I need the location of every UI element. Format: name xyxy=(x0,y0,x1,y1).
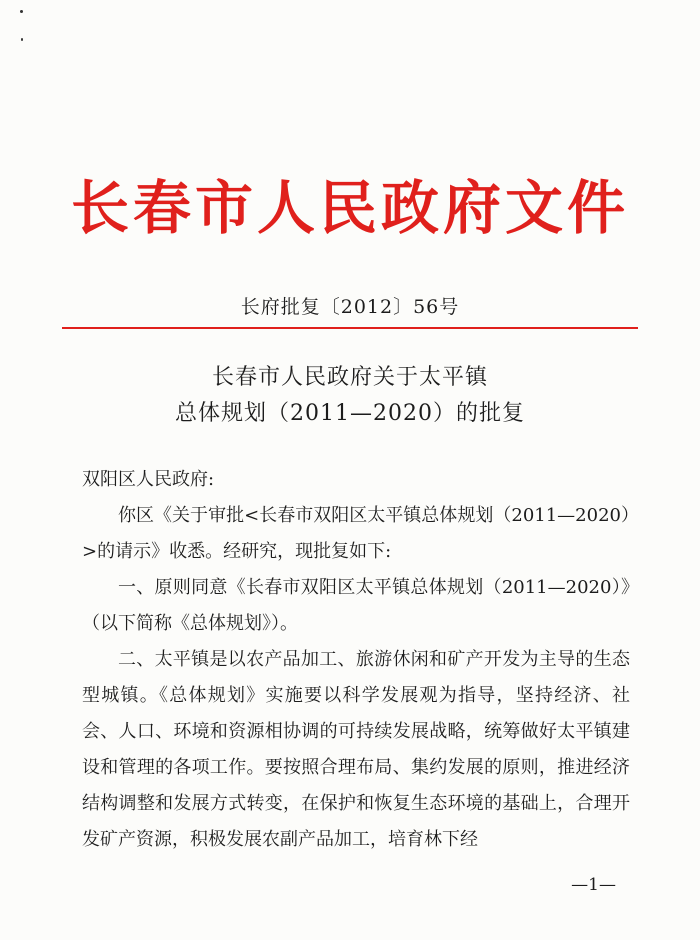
page-number: —1— xyxy=(571,875,616,895)
body-paragraph: 你区《关于审批<长春市双阳区太平镇总体规划（2011—2020）>的请示》收悉。经研究，现批复如下: xyxy=(82,505,630,562)
document-number: 长府批复〔2012〕56号 xyxy=(240,296,460,318)
document-header-title: 长春市人民政府文件 xyxy=(70,174,629,242)
scan-speck xyxy=(20,10,23,13)
body-paragraph: 一、原则同意《长春市双阳区太平镇总体规划（2011—2020）》（以下简称《总体规划》）。 xyxy=(82,577,630,634)
scan-speck xyxy=(21,38,23,41)
red-divider-line xyxy=(62,327,638,329)
body-paragraph: 二、太平镇是以农产品加工、旅游休闲和矿产开发为主导的生态型城镇。《总体规划》实施要以科学发展观为指导，坚持经济、社会、人口、环境和资源相协调的可持续发展战略，统筹做好太平镇建设和管理的各项工作。要按照合理布局、集约发展的原则，推进经济结构调整和发展方式转变，在保护和恢复生态环境的基础上，合理开发矿产资源，积极发展农副产品加工，培育林下经 xyxy=(82,649,630,850)
subject-line-2: 总体规划（2011—2020）的批复 xyxy=(175,401,525,426)
salutation: 双阳区人民政府: xyxy=(82,469,215,490)
document-body xyxy=(82,462,630,858)
document-subject xyxy=(0,360,700,432)
subject-line-1: 长春市人民政府关于太平镇 xyxy=(211,365,488,390)
